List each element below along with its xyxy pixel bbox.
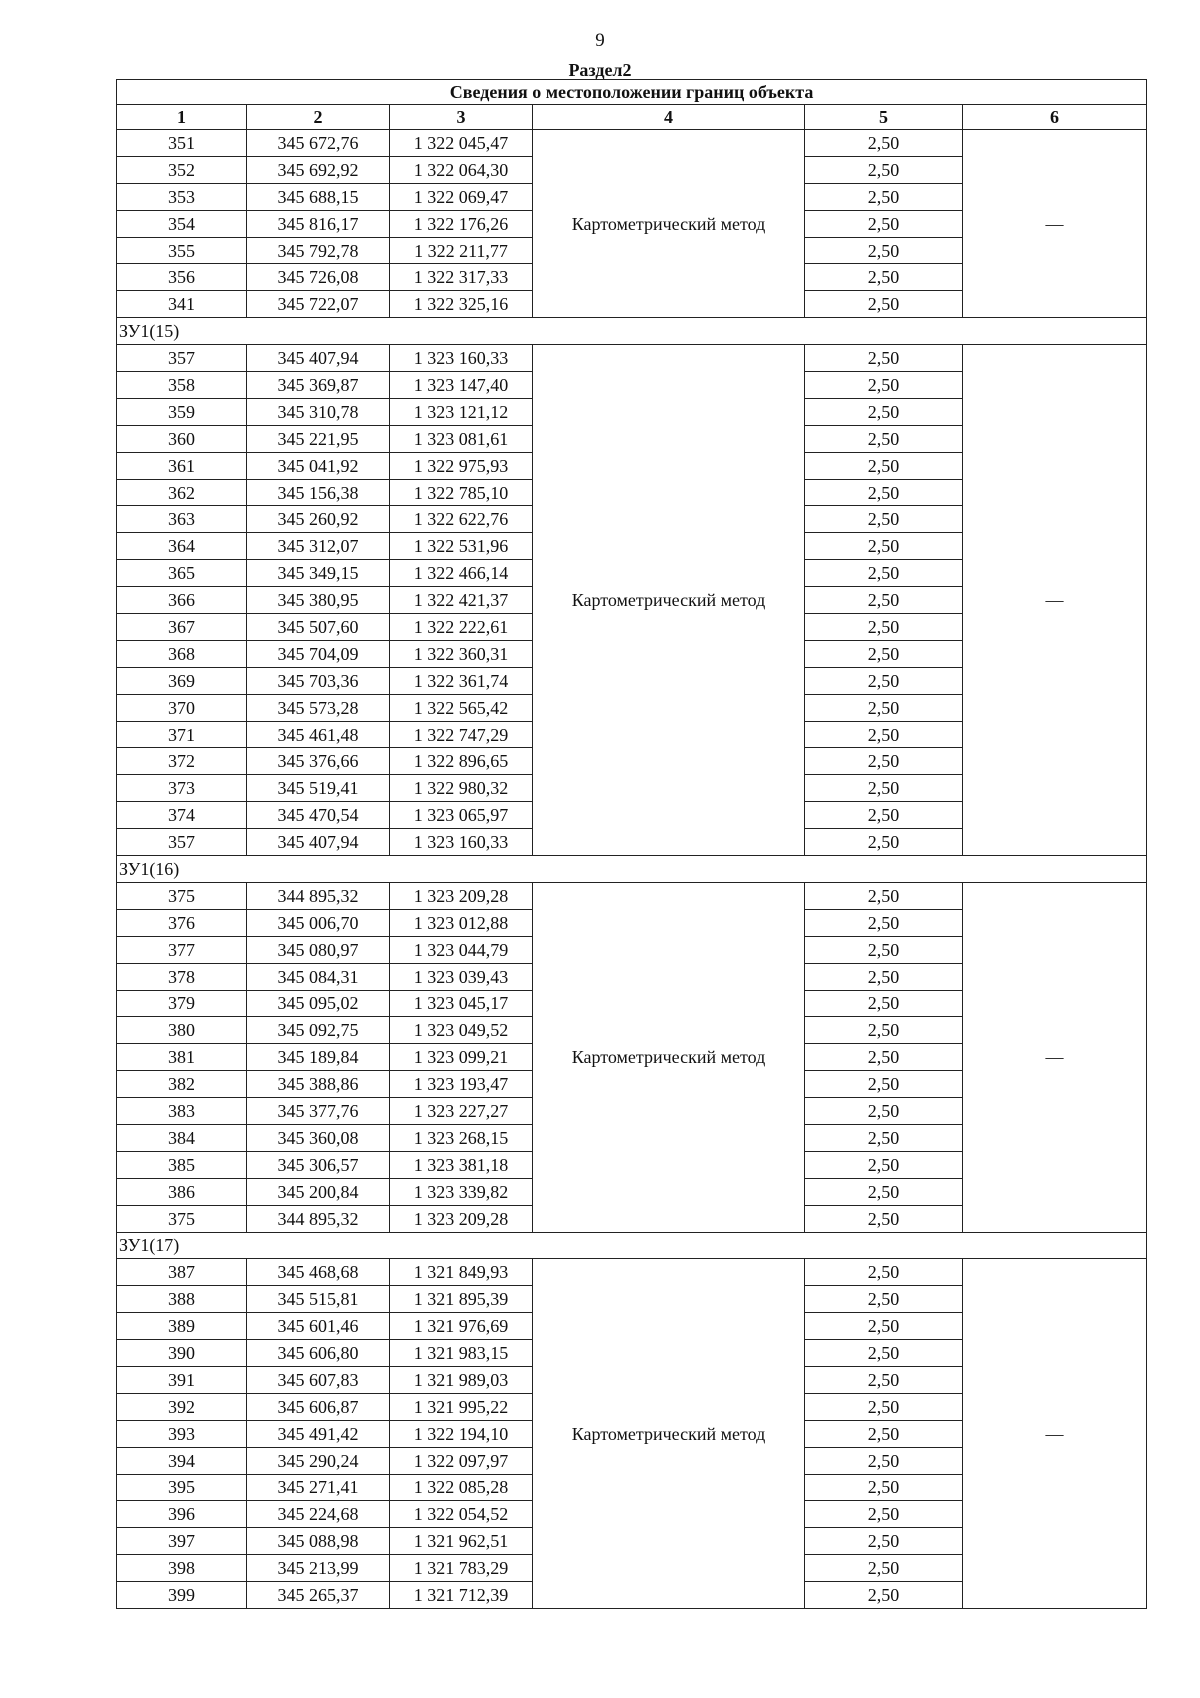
coordinate-y-cell: 1 322 176,26 [390,210,533,237]
coordinate-x-cell: 345 088,98 [247,1528,390,1555]
coordinate-x-cell: 345 792,78 [247,237,390,264]
coordinate-y-cell: 1 321 983,15 [390,1340,533,1367]
point-number-cell: 382 [117,1071,247,1098]
method-cell: Картометрический метод [533,345,805,856]
coordinate-y-cell: 1 322 211,77 [390,237,533,264]
point-number-cell: 353 [117,183,247,210]
coordinate-x-cell: 345 491,42 [247,1420,390,1447]
accuracy-cell: 2,50 [805,1044,963,1071]
coordinate-x-cell: 345 041,92 [247,452,390,479]
point-number-cell: 373 [117,775,247,802]
coordinate-x-cell: 345 519,41 [247,775,390,802]
coordinate-x-cell: 344 895,32 [247,882,390,909]
coordinate-y-cell: 1 322 097,97 [390,1447,533,1474]
accuracy-cell: 2,50 [805,425,963,452]
coordinate-y-cell: 1 322 975,93 [390,452,533,479]
method-cell: Картометрический метод [533,1259,805,1609]
point-number-cell: 355 [117,237,247,264]
point-number-cell: 384 [117,1124,247,1151]
accuracy-cell: 2,50 [805,156,963,183]
coordinate-x-cell: 344 895,32 [247,1205,390,1232]
accuracy-cell: 2,50 [805,587,963,614]
accuracy-cell: 2,50 [805,909,963,936]
table-row [117,1259,1147,1286]
coordinate-y-cell: 1 321 976,69 [390,1313,533,1340]
point-number-cell: 374 [117,802,247,829]
coordinate-x-cell: 345 606,87 [247,1393,390,1420]
accuracy-cell: 2,50 [805,560,963,587]
accuracy-cell: 2,50 [805,1151,963,1178]
coordinate-x-cell: 345 377,76 [247,1098,390,1125]
note-cell: — [963,1259,1147,1609]
accuracy-cell: 2,50 [805,936,963,963]
point-number-cell: 386 [117,1178,247,1205]
table-row [117,882,1147,909]
point-number-cell: 380 [117,1017,247,1044]
coordinate-y-cell: 1 322 064,30 [390,156,533,183]
coordinate-y-cell: 1 321 962,51 [390,1528,533,1555]
coordinate-y-cell: 1 323 193,47 [390,1071,533,1098]
point-number-cell: 390 [117,1340,247,1367]
coordinate-x-cell: 345 080,97 [247,936,390,963]
accuracy-cell: 2,50 [805,640,963,667]
point-number-cell: 372 [117,748,247,775]
table-row [117,130,1147,157]
coordinate-x-cell: 345 507,60 [247,614,390,641]
table-caption-row [117,80,1147,105]
coordinate-y-cell: 1 322 069,47 [390,183,533,210]
accuracy-cell: 2,50 [805,1178,963,1205]
accuracy-cell: 2,50 [805,452,963,479]
coordinate-x-cell: 345 095,02 [247,990,390,1017]
point-number-cell: 367 [117,614,247,641]
coordinate-y-cell: 1 321 783,29 [390,1555,533,1582]
coordinate-x-cell: 345 515,81 [247,1286,390,1313]
coordinate-x-cell: 345 607,83 [247,1366,390,1393]
point-number-cell: 389 [117,1313,247,1340]
coordinate-x-cell: 345 310,78 [247,398,390,425]
accuracy-cell: 2,50 [805,1582,963,1609]
point-number-cell: 388 [117,1286,247,1313]
point-number-cell: 359 [117,398,247,425]
coordinate-x-cell: 345 376,66 [247,748,390,775]
accuracy-cell: 2,50 [805,1313,963,1340]
point-number-cell: 341 [117,291,247,318]
accuracy-cell: 2,50 [805,1017,963,1044]
coordinate-y-cell: 1 323 209,28 [390,882,533,909]
coordinate-x-cell: 345 213,99 [247,1555,390,1582]
coordinate-x-cell: 345 722,07 [247,291,390,318]
coordinate-x-cell: 345 006,70 [247,909,390,936]
coordinate-y-cell: 1 323 099,21 [390,1044,533,1071]
accuracy-cell: 2,50 [805,775,963,802]
accuracy-cell: 2,50 [805,345,963,372]
point-number-cell: 358 [117,372,247,399]
accuracy-cell: 2,50 [805,506,963,533]
accuracy-cell: 2,50 [805,829,963,856]
point-number-cell: 379 [117,990,247,1017]
point-number-cell: 357 [117,829,247,856]
coordinate-x-cell: 345 221,95 [247,425,390,452]
group-label-row [117,856,1147,883]
page-number: 9 [595,30,605,51]
table-row [117,345,1147,372]
column-header-4: 4 [533,105,805,130]
coordinate-y-cell: 1 323 268,15 [390,1124,533,1151]
accuracy-cell: 2,50 [805,372,963,399]
point-number-cell: 396 [117,1501,247,1528]
table-caption: Сведения о местоположении границ объекта [117,80,1147,105]
coordinate-x-cell: 345 312,07 [247,533,390,560]
accuracy-cell: 2,50 [805,882,963,909]
accuracy-cell: 2,50 [805,963,963,990]
accuracy-cell: 2,50 [805,614,963,641]
point-number-cell: 354 [117,210,247,237]
coordinates-table-body [117,80,1147,1609]
accuracy-cell: 2,50 [805,237,963,264]
accuracy-cell: 2,50 [805,130,963,157]
coordinate-x-cell: 345 573,28 [247,694,390,721]
point-number-cell: 371 [117,721,247,748]
point-number-cell: 375 [117,882,247,909]
coordinate-x-cell: 345 306,57 [247,1151,390,1178]
coordinate-y-cell: 1 322 045,47 [390,130,533,157]
point-number-cell: 395 [117,1474,247,1501]
coordinate-y-cell: 1 323 381,18 [390,1151,533,1178]
accuracy-cell: 2,50 [805,748,963,775]
accuracy-cell: 2,50 [805,1501,963,1528]
method-cell: Картометрический метод [533,130,805,318]
column-header-3: 3 [390,105,533,130]
accuracy-cell: 2,50 [805,694,963,721]
coordinate-x-cell: 345 092,75 [247,1017,390,1044]
coordinate-y-cell: 1 323 227,27 [390,1098,533,1125]
coordinate-y-cell: 1 323 121,12 [390,398,533,425]
point-number-cell: 360 [117,425,247,452]
point-number-cell: 392 [117,1393,247,1420]
coordinate-x-cell: 345 265,37 [247,1582,390,1609]
coordinate-x-cell: 345 388,86 [247,1071,390,1098]
accuracy-cell: 2,50 [805,802,963,829]
point-number-cell: 394 [117,1447,247,1474]
coordinate-x-cell: 345 704,09 [247,640,390,667]
coordinate-y-cell: 1 322 360,31 [390,640,533,667]
point-number-cell: 352 [117,156,247,183]
group-label: ЗУ1(15) [117,318,1147,345]
coordinate-x-cell: 345 271,41 [247,1474,390,1501]
point-number-cell: 391 [117,1366,247,1393]
accuracy-cell: 2,50 [805,1071,963,1098]
accuracy-cell: 2,50 [805,264,963,291]
coordinate-y-cell: 1 322 466,14 [390,560,533,587]
coordinate-y-cell: 1 323 160,33 [390,345,533,372]
table-header-row [117,105,1147,130]
column-header-2: 2 [247,105,390,130]
coordinate-y-cell: 1 323 039,43 [390,963,533,990]
coordinate-x-cell: 345 688,15 [247,183,390,210]
coordinate-x-cell: 345 461,48 [247,721,390,748]
coordinate-x-cell: 345 601,46 [247,1313,390,1340]
point-number-cell: 381 [117,1044,247,1071]
column-header-1: 1 [117,105,247,130]
coordinate-x-cell: 345 369,87 [247,372,390,399]
accuracy-cell: 2,50 [805,1259,963,1286]
accuracy-cell: 2,50 [805,533,963,560]
coordinate-x-cell: 345 084,31 [247,963,390,990]
coordinate-y-cell: 1 322 980,32 [390,775,533,802]
coordinate-x-cell: 345 156,38 [247,479,390,506]
point-number-cell: 377 [117,936,247,963]
accuracy-cell: 2,50 [805,1340,963,1367]
accuracy-cell: 2,50 [805,1205,963,1232]
coordinate-x-cell: 345 189,84 [247,1044,390,1071]
coordinate-y-cell: 1 322 531,96 [390,533,533,560]
accuracy-cell: 2,50 [805,990,963,1017]
coordinate-y-cell: 1 322 054,52 [390,1501,533,1528]
coordinate-x-cell: 345 692,92 [247,156,390,183]
coordinate-y-cell: 1 322 317,33 [390,264,533,291]
accuracy-cell: 2,50 [805,183,963,210]
coordinate-y-cell: 1 323 081,61 [390,425,533,452]
point-number-cell: 351 [117,130,247,157]
accuracy-cell: 2,50 [805,1420,963,1447]
coordinate-x-cell: 345 470,54 [247,802,390,829]
coordinate-y-cell: 1 322 565,42 [390,694,533,721]
point-number-cell: 393 [117,1420,247,1447]
point-number-cell: 356 [117,264,247,291]
coordinate-y-cell: 1 321 989,03 [390,1366,533,1393]
point-number-cell: 398 [117,1555,247,1582]
accuracy-cell: 2,50 [805,210,963,237]
column-header-5: 5 [805,105,963,130]
point-number-cell: 370 [117,694,247,721]
coordinate-x-cell: 345 672,76 [247,130,390,157]
point-number-cell: 368 [117,640,247,667]
accuracy-cell: 2,50 [805,1286,963,1313]
coordinate-y-cell: 1 323 049,52 [390,1017,533,1044]
coordinate-x-cell: 345 816,17 [247,210,390,237]
point-number-cell: 362 [117,479,247,506]
group-label-row [117,1232,1147,1259]
coordinate-y-cell: 1 323 065,97 [390,802,533,829]
coordinate-y-cell: 1 323 160,33 [390,829,533,856]
point-number-cell: 383 [117,1098,247,1125]
point-number-cell: 385 [117,1151,247,1178]
coordinate-y-cell: 1 323 339,82 [390,1178,533,1205]
coordinate-y-cell: 1 322 421,37 [390,587,533,614]
coordinate-x-cell: 345 407,94 [247,345,390,372]
point-number-cell: 365 [117,560,247,587]
section-title: Раздел2 [568,60,632,80]
coordinate-y-cell: 1 323 012,88 [390,909,533,936]
point-number-cell: 366 [117,587,247,614]
point-number-cell: 399 [117,1582,247,1609]
point-number-cell: 361 [117,452,247,479]
coordinate-y-cell: 1 323 045,17 [390,990,533,1017]
accuracy-cell: 2,50 [805,479,963,506]
column-header-6: 6 [963,105,1147,130]
point-number-cell: 397 [117,1528,247,1555]
coordinate-x-cell: 345 407,94 [247,829,390,856]
point-number-cell: 357 [117,345,247,372]
coordinate-y-cell: 1 323 209,28 [390,1205,533,1232]
coordinate-y-cell: 1 322 222,61 [390,614,533,641]
coordinate-x-cell: 345 606,80 [247,1340,390,1367]
coordinate-y-cell: 1 323 147,40 [390,372,533,399]
accuracy-cell: 2,50 [805,1393,963,1420]
coordinates-table [116,79,1147,1609]
point-number-cell: 369 [117,667,247,694]
coordinate-y-cell: 1 322 785,10 [390,479,533,506]
coordinate-x-cell: 345 349,15 [247,560,390,587]
accuracy-cell: 2,50 [805,721,963,748]
coordinate-y-cell: 1 322 194,10 [390,1420,533,1447]
coordinate-y-cell: 1 323 044,79 [390,936,533,963]
coordinate-x-cell: 345 380,95 [247,587,390,614]
point-number-cell: 376 [117,909,247,936]
point-number-cell: 364 [117,533,247,560]
accuracy-cell: 2,50 [805,1555,963,1582]
accuracy-cell: 2,50 [805,1366,963,1393]
group-label-row [117,318,1147,345]
coordinate-y-cell: 1 322 747,29 [390,721,533,748]
coordinate-x-cell: 345 726,08 [247,264,390,291]
point-number-cell: 378 [117,963,247,990]
coordinate-y-cell: 1 322 085,28 [390,1474,533,1501]
accuracy-cell: 2,50 [805,1098,963,1125]
coordinate-y-cell: 1 321 895,39 [390,1286,533,1313]
coordinate-x-cell: 345 703,36 [247,667,390,694]
coordinate-x-cell: 345 360,08 [247,1124,390,1151]
coordinate-y-cell: 1 322 622,76 [390,506,533,533]
accuracy-cell: 2,50 [805,667,963,694]
point-number-cell: 375 [117,1205,247,1232]
coordinate-y-cell: 1 321 995,22 [390,1393,533,1420]
accuracy-cell: 2,50 [805,398,963,425]
note-cell: — [963,345,1147,856]
coordinate-y-cell: 1 321 712,39 [390,1582,533,1609]
accuracy-cell: 2,50 [805,1474,963,1501]
group-label: ЗУ1(17) [117,1232,1147,1259]
note-cell: — [963,130,1147,318]
group-label: ЗУ1(16) [117,856,1147,883]
coordinate-x-cell: 345 260,92 [247,506,390,533]
coordinate-y-cell: 1 321 849,93 [390,1259,533,1286]
coordinate-x-cell: 345 200,84 [247,1178,390,1205]
method-cell: Картометрический метод [533,882,805,1232]
accuracy-cell: 2,50 [805,1124,963,1151]
accuracy-cell: 2,50 [805,1528,963,1555]
point-number-cell: 363 [117,506,247,533]
coordinate-y-cell: 1 322 361,74 [390,667,533,694]
coordinate-x-cell: 345 468,68 [247,1259,390,1286]
accuracy-cell: 2,50 [805,291,963,318]
point-number-cell: 387 [117,1259,247,1286]
coordinate-y-cell: 1 322 896,65 [390,748,533,775]
coordinate-x-cell: 345 224,68 [247,1501,390,1528]
coordinate-y-cell: 1 322 325,16 [390,291,533,318]
note-cell: — [963,882,1147,1232]
accuracy-cell: 2,50 [805,1447,963,1474]
coordinate-x-cell: 345 290,24 [247,1447,390,1474]
